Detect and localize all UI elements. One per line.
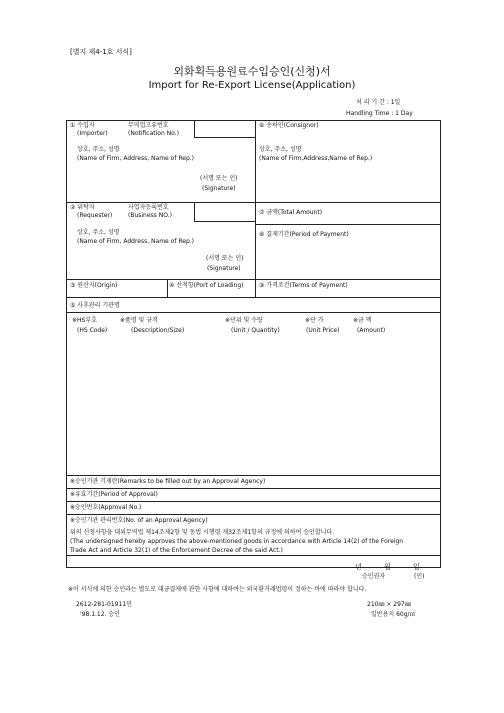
importer-name-label-en: (Name of Firm, Address, Name of Rep.) [77,155,194,162]
col-unit-quantity-en: (Unit / Quantity) [231,327,280,334]
importer-label-en: (Importer) [77,130,108,137]
approval-statement-english-2: Trade Act and Article 32(1) of the Enforcement Decree of the said Act.) [70,547,283,554]
consignor-name-label: 상호, 주소, 성명 [259,146,302,153]
col-unit-quantity: ※단위 및 수량 [225,317,263,324]
importer-label: ① 수입자 [70,122,95,129]
total-amount-label: ⑦ 금액(Total Amount) [259,209,323,216]
payment-period-label: ⑧ 결제기간(Period of Payment) [259,231,349,238]
col-amount: ※금 액 [353,317,372,324]
col-hs-code: ※HS부호 [72,317,97,324]
requester-label: ② 위탁자 [70,204,95,211]
agency-remarks-label: ※승인기관 기재란(Remarks to be filled out by an Approval Agency) [70,478,266,485]
requester-sign-label-en: (Signature) [207,265,241,272]
business-no-label-en: (Business NO.) [128,212,172,219]
agency-management-number-label: ※승인기관 관리번호(No. of an Approval Agency) [70,517,208,524]
paper-size: 210㎜ × 297㎜ [367,601,411,608]
requester-sign-label: (서명 또는 인) [206,255,244,262]
col-hs-code-en: (HS Code) [77,327,108,334]
col-amount-en: (Amount) [357,327,386,334]
importer-sign-label: (서명 또는 인) [200,175,238,182]
seal-label: (인) [414,573,425,580]
requester-label-en: (Requester) [77,212,113,219]
consignor-name-label-en: (Name of Firm,Address,Name of Rep.) [259,155,373,162]
trade-code-label: 무역업고유번호 [128,122,169,129]
port-of-loading-label: ④ 선적항(Port of Loading) [169,282,244,289]
trade-code-label-en: (Notification No.) [128,130,179,137]
approver-label: 승인권자 [362,573,386,580]
foreign-exchange-notice: ※이 서식에 의한 승인과는 별도로 대금결제에 관한 사항에 대하여는 외국환거래법령이 정하는 바에 따라야 합니다. [68,586,367,593]
approval-number-label: ※승인번호(Approval No.) [70,504,142,511]
col-description-en: (Description/Size) [131,327,185,334]
form-code: 2612-281-01911민 [76,601,132,608]
handling-time-korean: 처 리 기 간 : 1일 [356,99,401,106]
approval-date: '98.1.12. 승인 [80,611,120,618]
importer-sign-label-en: (Signature) [202,185,236,192]
date-day: 일 [413,563,420,571]
title-korean: 외화획득용원료수입승인(신청)서 [173,65,331,78]
terms-of-payment-label: ⑨ 가격조건(Terms of Payment) [259,282,348,289]
paper-weight: 일반용지 60g/㎡ [371,611,416,618]
approval-statement-english-1: (The undersigned hereby approves the above-mentioned goods in accordance with Article 14(2) of the Foreign [70,538,404,545]
validity-period-label: ※유효기간(Period of Approval) [70,491,158,498]
handling-time-english: Handling Time : 1 Day [346,110,413,117]
col-unit-price: ※단 가 [305,317,324,324]
col-description: ※품명 및 규격 [120,317,158,324]
consignor-label: ⑥ 송하인(Consignor) [259,122,319,129]
date-year: 년 [355,563,362,571]
approval-statement-korean: 위의 신청사항을 대외무역법 제14조제2항 및 동법 시행령 제32조제1항의 규정에 의하여 승인합니다. [70,529,335,536]
importer-name-label: 상호, 주소, 성명 [77,146,120,153]
form-number: [별지 제4-1호 서식] [70,48,132,56]
col-unit-price-en: (Unit Price) [306,327,340,334]
requester-name-label: 상호, 주소, 성명 [77,229,120,236]
title-english: Import for Re-Export License(Application) [148,80,356,91]
application-form [66,120,441,568]
requester-name-label-en: (Name of Firm, Address, Name of Rep.) [77,238,194,245]
post-management-label: ⑤ 사후관리 기관명 [70,302,120,309]
date-month: 월 [384,563,391,571]
origin-label: ③ 원산지(Origin) [70,282,118,289]
business-no-label: 사업자등록번호 [128,204,169,211]
